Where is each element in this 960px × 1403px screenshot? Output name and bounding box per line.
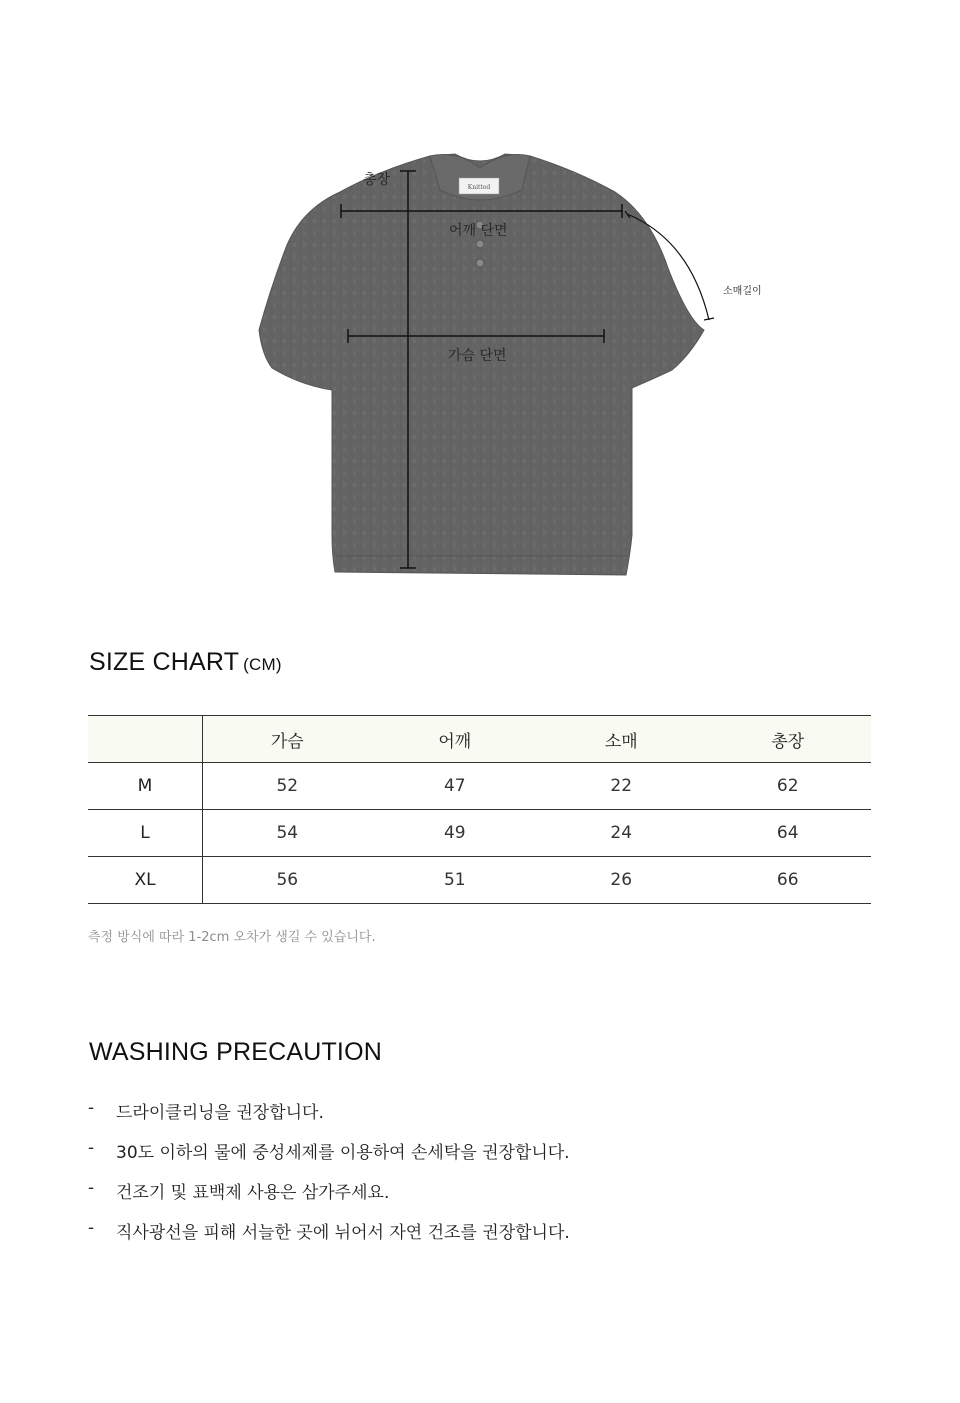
size-cell: XL <box>88 857 203 904</box>
column-header-length: 총장 <box>704 716 871 763</box>
value-cell: 49 <box>372 810 538 857</box>
value-cell: 62 <box>704 763 871 810</box>
column-header-shoulder: 어깨 <box>372 716 538 763</box>
size-chart-title-text: SIZE CHART <box>89 648 240 676</box>
size-cell: M <box>88 763 203 810</box>
bullet-dash: - <box>88 1218 95 1238</box>
size-chart-title <box>89 648 282 677</box>
sleeve-label: 소매길이 <box>723 286 762 297</box>
table-header-row <box>88 716 871 763</box>
column-header-empty <box>88 716 203 763</box>
washing-title: WASHING PRECAUTION <box>89 1038 382 1066</box>
value-cell: 52 <box>203 763 372 810</box>
list-item <box>88 1098 570 1138</box>
shirt-button-2 <box>476 240 484 248</box>
size-cell: L <box>88 810 203 857</box>
value-cell: 24 <box>538 810 704 857</box>
column-header-chest: 가슴 <box>203 716 372 763</box>
list-item-text: 드라이클리닝을 권장합니다. <box>116 1103 324 1123</box>
shirt-button-3 <box>476 259 484 267</box>
length-label: 총장 <box>363 172 391 188</box>
bullet-dash: - <box>88 1178 95 1198</box>
column-header-sleeve: 소매 <box>538 716 704 763</box>
list-item-text: 직사광선을 피해 서늘한 곳에 뉘어서 자연 건조를 권장합니다. <box>116 1223 570 1243</box>
list-item-text: 건조기 및 표백제 사용은 삼가주세요. <box>116 1183 390 1203</box>
value-cell: 54 <box>203 810 372 857</box>
table-row <box>88 857 871 904</box>
value-cell: 51 <box>372 857 538 904</box>
value-cell: 47 <box>372 763 538 810</box>
value-cell: 26 <box>538 857 704 904</box>
tag-text: Knitted <box>467 184 491 191</box>
table-row <box>88 763 871 810</box>
washing-list <box>88 1098 570 1258</box>
list-item <box>88 1178 570 1218</box>
list-item <box>88 1138 570 1178</box>
garment-measurement-figure <box>0 0 960 610</box>
value-cell: 56 <box>203 857 372 904</box>
table-row <box>88 810 871 857</box>
bullet-dash: - <box>88 1138 95 1158</box>
polo-shirt-illustration <box>0 0 960 610</box>
bullet-dash: - <box>88 1098 95 1118</box>
value-cell: 64 <box>704 810 871 857</box>
value-cell: 66 <box>704 857 871 904</box>
shoulder-label: 어깨 단면 <box>449 223 508 239</box>
chest-label: 가슴 단면 <box>448 348 507 364</box>
list-item-text: 30도 이하의 물에 중성세제를 이용하여 손세탁을 권장합니다. <box>116 1143 570 1163</box>
size-chart-table <box>88 715 871 904</box>
size-chart-unit: (CM) <box>243 655 282 674</box>
measurement-note: 측정 방식에 따라 1-2cm 오차가 생길 수 있습니다. <box>88 930 376 945</box>
list-item <box>88 1218 570 1258</box>
value-cell: 22 <box>538 763 704 810</box>
